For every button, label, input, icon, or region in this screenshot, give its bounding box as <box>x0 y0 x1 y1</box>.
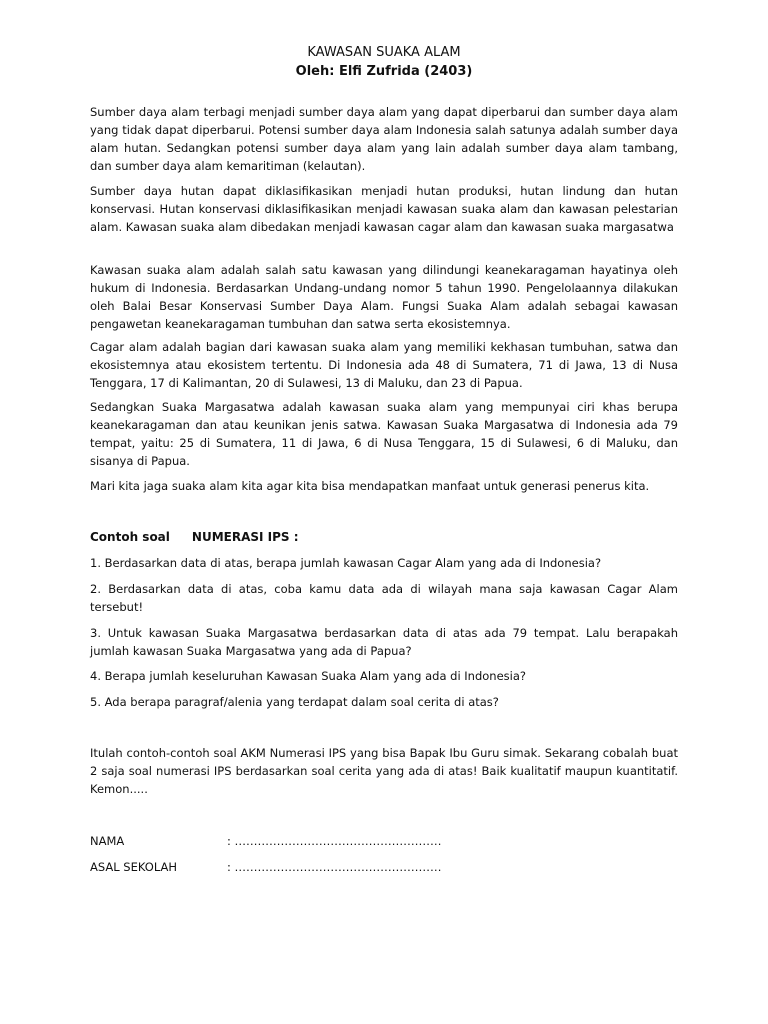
question-5: 5. Ada berapa paragraf/alenia yang terdapat dalam soal cerita di atas? <box>90 695 499 709</box>
document-header <box>90 43 678 81</box>
field-label-asal-sekolah: ASAL SEKOLAH <box>90 860 178 874</box>
field-value-asal-sekolah: : ……………………………………………… <box>227 860 442 874</box>
paragraph-4: Cagar alam adalah bagian dari kawasan suaka alam yang memiliki kekhasan tumbuhan, satwa dan ekosistemnya atau ekosistem tertentu. Di Indonesia ada 48 di Sumatera, 71 di Jawa, 13 di Nusa Tenggara, 17 di Kalimantan, 20 di Sulawesi, 13 di Maluku, dan 23 di Papua. <box>90 340 678 390</box>
question-2: 2. Berdasarkan data di atas, coba kamu data ada di wilayah mana saja kawasan Cagar Alam tersebut! <box>90 582 678 614</box>
field-label-nama: NAMA <box>90 834 125 848</box>
closing-paragraph: Itulah contoh-contoh soal AKM Numerasi IPS yang bisa Bapak Ibu Guru simak. Sekarang cobalah buat 2 saja soal numerasi IPS berdasarkan soal cerita yang ada di atas! Baik kualitatif maupun kuantitatif. Kemon..... <box>90 746 678 796</box>
field-value-nama: : ……………………………………………… <box>227 834 442 848</box>
document-author: Oleh: Elfi Zufrida (2403) <box>295 64 473 79</box>
question-1: 1. Berdasarkan data di atas, berapa jumlah kawasan Cagar Alam yang ada di Indonesia? <box>90 556 602 570</box>
paragraph-2: Sumber daya hutan dapat diklasifikasikan menjadi hutan produksi, hutan lindung dan hutan konservasi. Hutan konservasi diklasifikasikan menjadi kawasan suaka alam dan kawasan pelestarian alam. Kawasan suaka alam dibedakan menjadi kawasan cagar alam dan kawasan suaka margasatwa <box>90 184 678 234</box>
paragraph-1: Sumber daya alam terbagi menjadi sumber daya alam yang dapat diperbarui dan sumber daya alam yang tidak dapat diperbarui. Potensi sumber daya alam Indonesia salah satunya adalah sumber daya alam hutan. Sedangkan potensi sumber daya alam yang lain adalah sumber daya alam tambang, dan sumber daya alam kemaritiman (kelautan). <box>90 105 678 173</box>
question-4: 4. Berapa jumlah keseluruhan Kawasan Suaka Alam yang ada di Indonesia? <box>90 669 527 683</box>
section-heading-right: NUMERASI IPS : <box>191 530 299 544</box>
paragraph-5: Sedangkan Suaka Margasatwa adalah kawasan suaka alam yang mempunyai ciri khas berupa keanekaragaman dan atau keunikan jenis satwa. Kawasan Suaka Margasatwa di Indonesia ada 79 tempat, yaitu: 25 di Sumatera, 11 di Jawa, 6 di Nusa Tenggara, 15 di Sulawesi, 6 di Maluku, dan sisanya di Papua. <box>90 400 678 468</box>
section-heading-left: Contoh soal <box>90 530 170 544</box>
paragraph-6: Mari kita jaga suaka alam kita agar kita bisa mendapatkan manfaat untuk generasi penerus kita. <box>90 479 650 493</box>
document-title: KAWASAN SUAKA ALAM <box>307 45 461 60</box>
section-heading <box>90 528 678 546</box>
paragraph-3: Kawasan suaka alam adalah salah satu kawasan yang dilindungi keanekaragaman hayatinya oleh hukum di Indonesia. Berdasarkan Undang-undang nomor 5 tahun 1990. Pengelolaannya dilakukan oleh Balai Besar Konservasi Sumber Daya Alam. Fungsi Suaka Alam adalah sebagai kawasan pengawetan keanekaragaman tumbuhan dan satwa serta ekosistemnya. <box>90 263 678 331</box>
question-3: 3. Untuk kawasan Suaka Margasatwa berdasarkan data di atas ada 79 tempat. Lalu berapakah jumlah kawasan Suaka Margasatwa yang ada di Papua? <box>90 626 678 658</box>
